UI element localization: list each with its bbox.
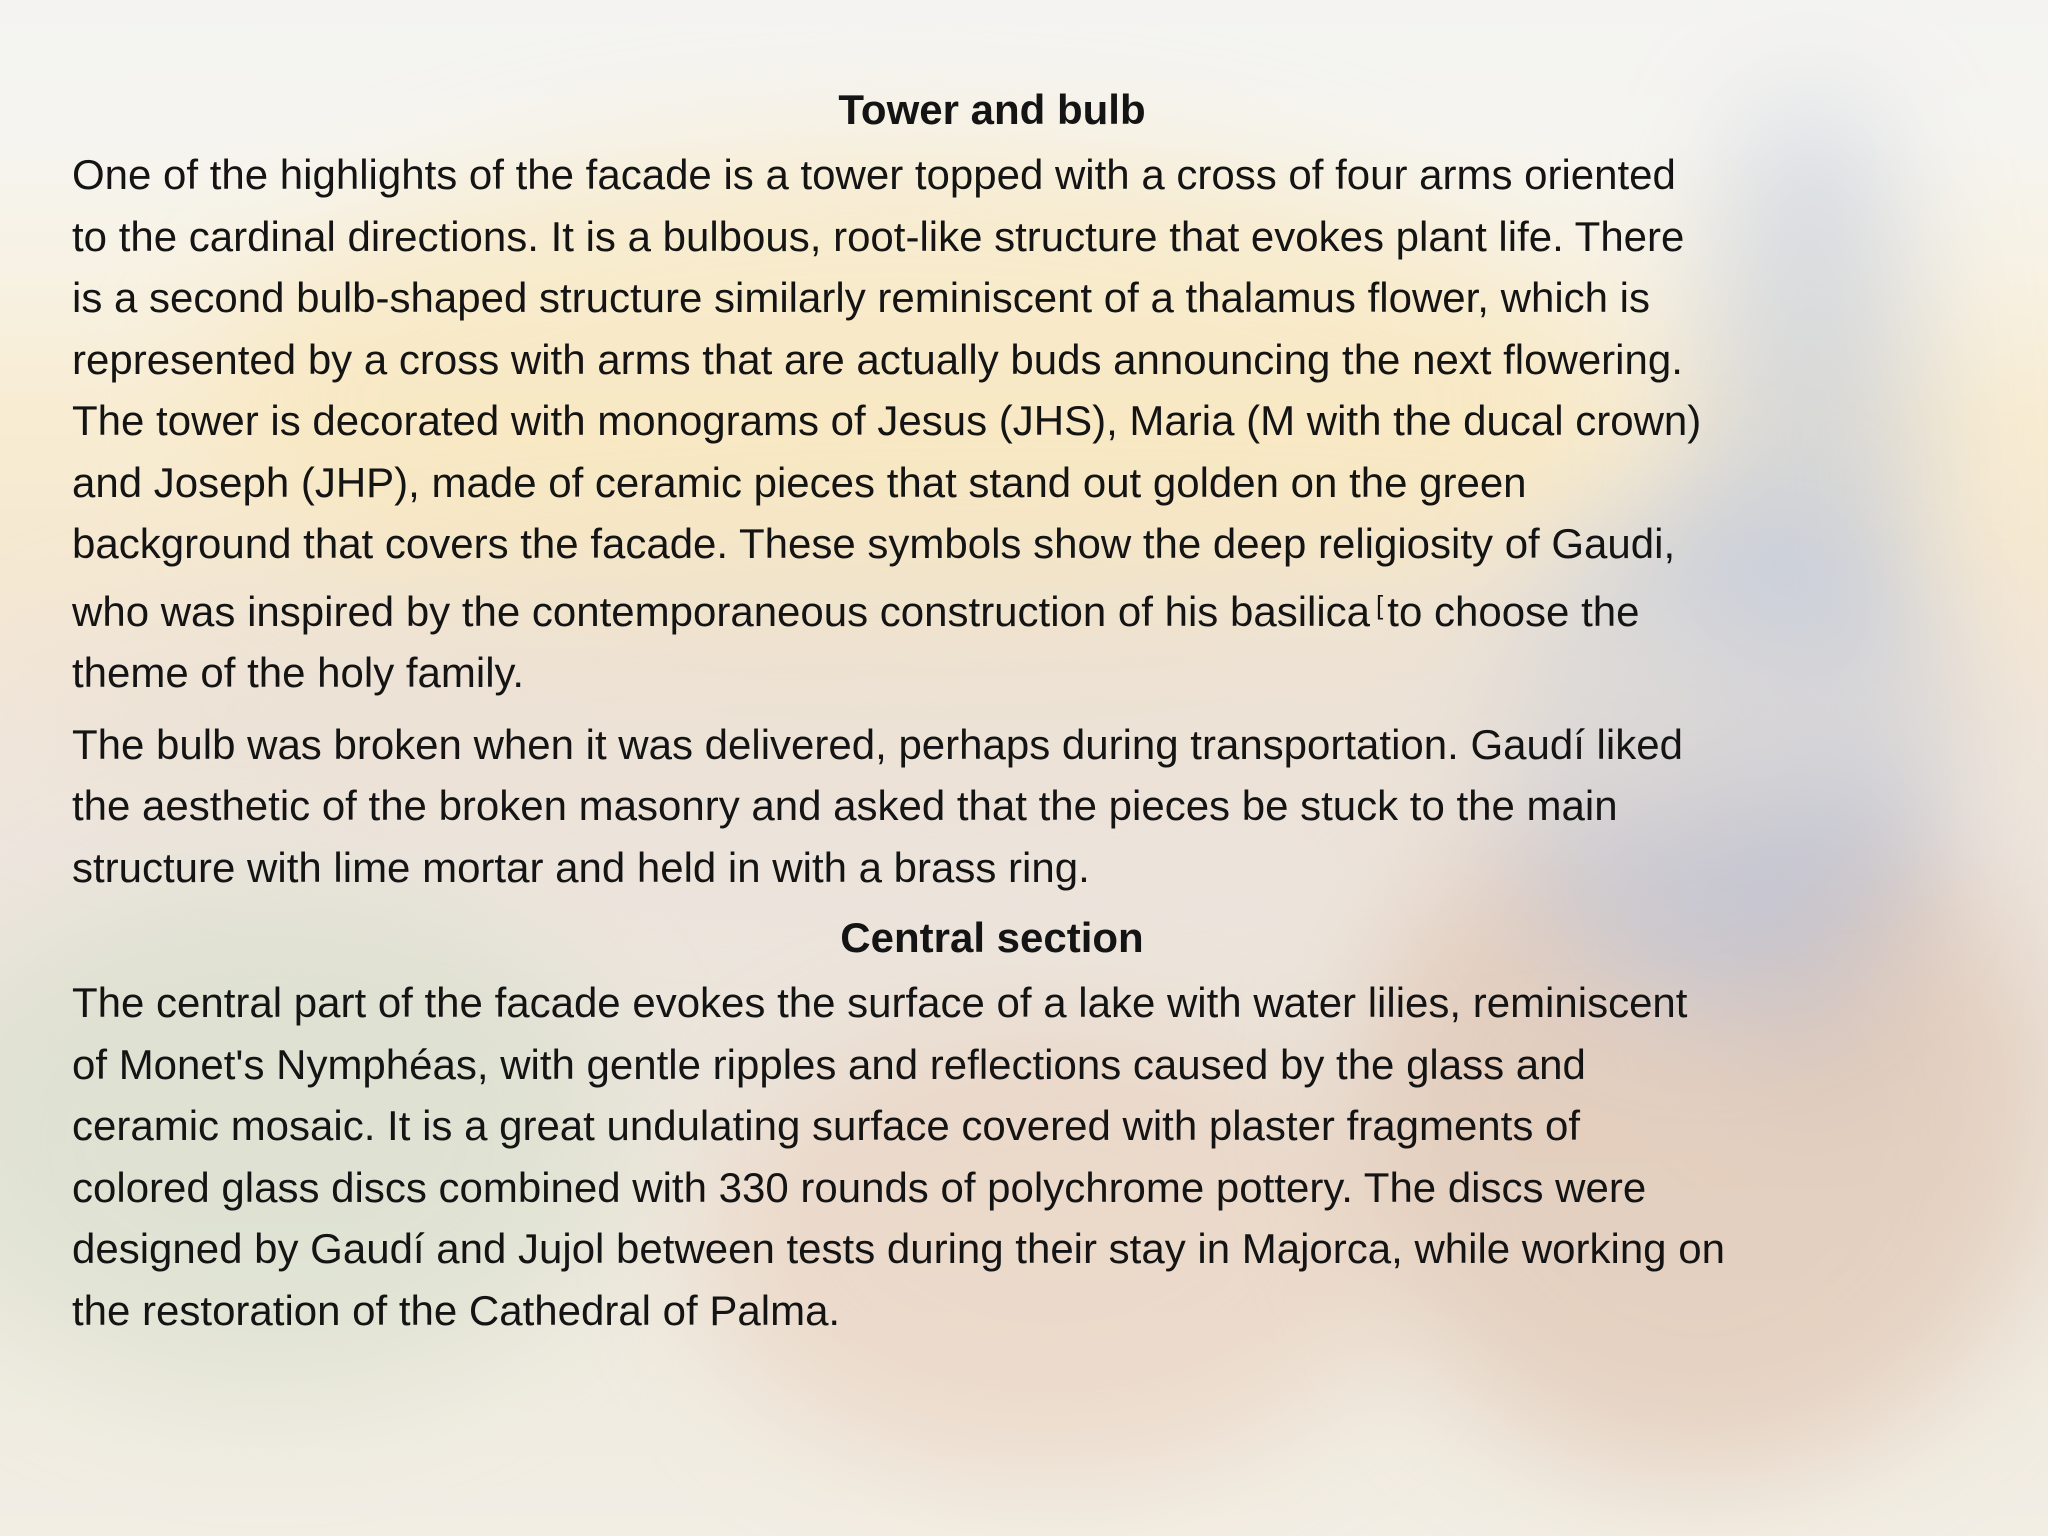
text-line: is a second bulb-shaped structure similarly reminiscent of a thalamus flower, which is [72,274,1651,321]
section-heading-central-section: Central section [840,914,1144,961]
paragraph-tower-description [72,144,1932,704]
text-line: ceramic mosaic. It is a great undulating surface covered with plaster fragments of [72,1102,1581,1149]
text-fragment: to choose the [1387,587,1640,635]
paragraph-central-description [72,972,1932,1341]
text-line: and Joseph (JHP), made of ceramic pieces that stand out golden on the green [72,458,1527,506]
text-line: the restoration of the Cathedral of Palma. [72,1286,841,1334]
text-line: The central part of the facade evokes the surface of a lake with water lilies, reminiscent [72,979,1688,1026]
paragraph-bulb-broken [72,714,1932,899]
text-line: theme of the holy family. [72,649,525,696]
slide-content [72,80,1932,1351]
text-fragment: who was inspired by the contemporaneous construction of his basilica [72,587,1371,635]
text-line: One of the highlights of the facade is a tower topped with a cross of four arms oriented [72,151,1676,198]
section-heading-tower-and-bulb: Tower and bulb [838,86,1146,133]
text-line: The bulb was broken when it was delivered, perhaps during transportation. Gaudí liked [72,720,1683,768]
text-line: designed by Gaudí and Jujol between tests during their stay in Majorca, while working on [72,1225,1725,1272]
text-line: colored glass discs combined with 330 rounds of polychrome pottery. The discs were [72,1163,1647,1211]
text-line: the aesthetic of the broken masonry and asked that the pieces be stuck to the main [72,782,1618,829]
text-line: to the cardinal directions. It is a bulbous, root-like structure that evokes plant life. There [72,212,1685,260]
text-line: of Monet's Nymphéas, with gentle ripples and reflections caused by the glass and [72,1040,1586,1088]
text-line-with-citation [72,575,1932,643]
text-line: background that covers the facade. These symbols show the deep religiosity of Gaudi, [72,520,1676,567]
text-line: structure with lime mortar and held in with a brass ring. [72,843,1090,891]
text-line: The tower is decorated with monograms of Jesus (JHS), Maria (M with the ducal crown) [72,397,1702,444]
text-line: represented by a cross with arms that are actually buds announcing the next flowering. [72,335,1683,383]
citation-mark: [ [1376,589,1384,620]
